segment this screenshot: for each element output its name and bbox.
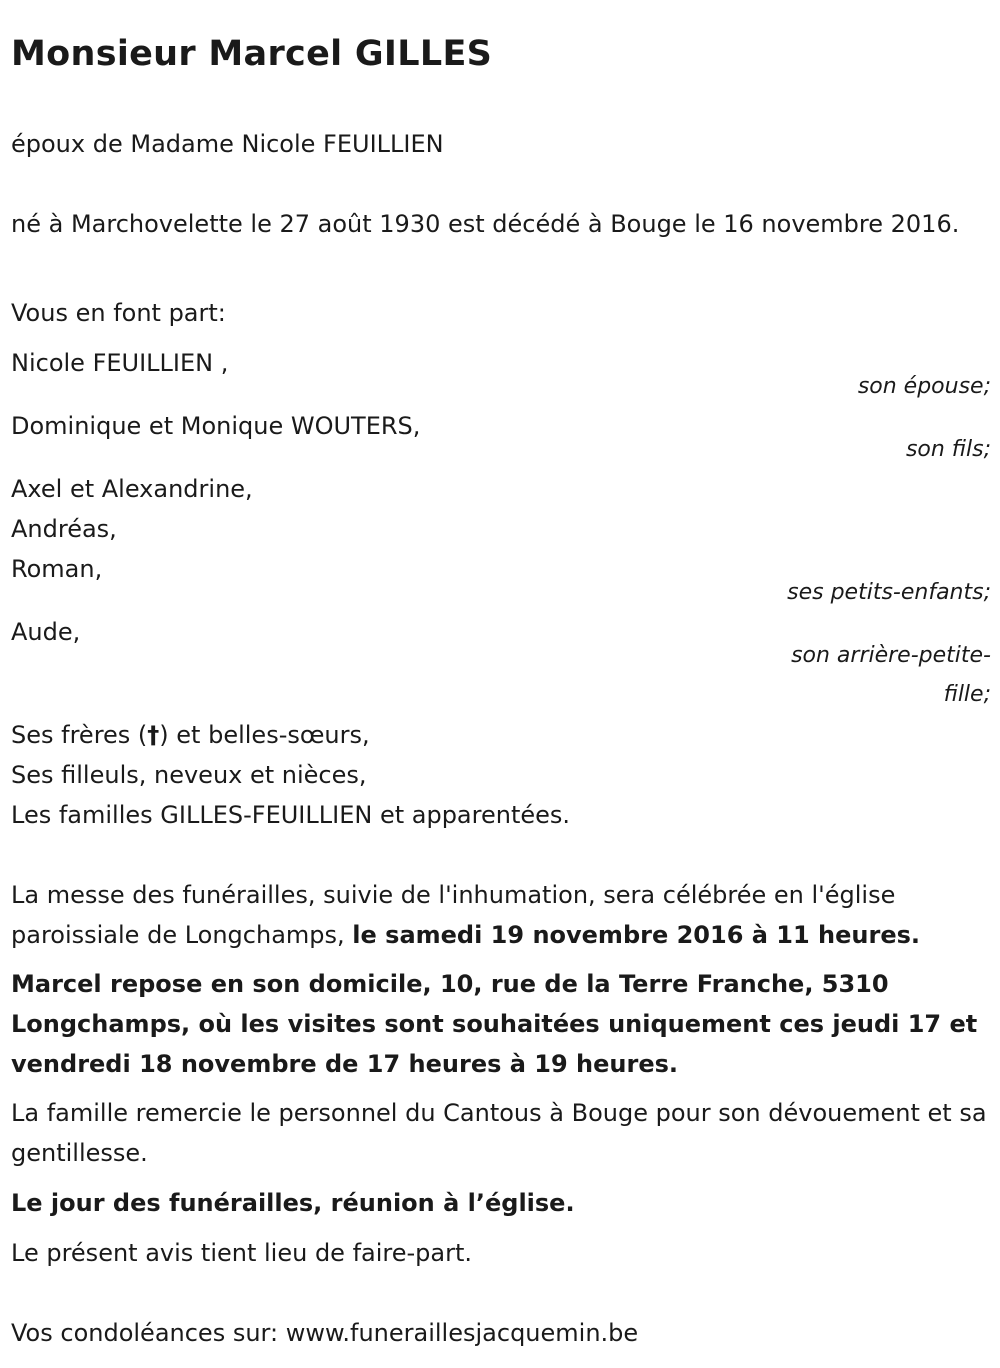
wife-name: Nicole FEUILLIEN , <box>11 349 229 377</box>
birth-death-text: né à Marchovelette le 27 août 1930 est décédé à Bouge le 16 novembre 2016. <box>11 210 960 238</box>
visitation-paragraph: Marcel repose en son domicile, 10, rue de la Terre Franche, 5310 Longchamps, où les visites sont souhaitées uniquement ces jeudi 17 et vendredi 18 novembre de 17 heures à 19 heures. <box>11 970 978 1078</box>
meeting-notice: Le jour des funérailles, réunion à l’église. <box>11 1189 575 1217</box>
ceremony-paragraph <box>11 875 991 955</box>
wife-role: son épouse; <box>857 374 991 399</box>
brothers-line <box>11 715 370 755</box>
great-grandchild-name: Aude, <box>11 618 81 646</box>
great-grandchild-role: son arrière-petite- <box>791 643 991 668</box>
grandchild-name: Andréas, <box>11 515 117 543</box>
announcement-intro: Vous en font part: <box>11 299 226 327</box>
notice-note: Le présent avis tient lieu de faire-part. <box>11 1239 473 1267</box>
grandchild-name: Roman, <box>11 555 103 583</box>
son-role: son fils; <box>905 437 991 462</box>
spouse-line: époux de Madame Nicole FEUILLIEN <box>11 130 444 158</box>
condolences-line: Vos condoléances sur: www.funeraillesjacquemin.be <box>11 1319 639 1347</box>
families-line: Les familles GILLES-FEUILLIEN et apparentées. <box>11 801 571 829</box>
page-title: Monsieur Marcel GILLES <box>11 34 493 74</box>
grandchild-name: Axel et Alexandrine, <box>11 475 253 503</box>
great-grandchild-role-cont: fille; <box>943 682 991 707</box>
ceremony-text: La messe des funérailles, suivie de l'inhumation, sera célébrée en l'église paroissiale de Longchamps, <box>11 881 896 949</box>
son-name: Dominique et Monique WOUTERS, <box>11 412 421 440</box>
grandchildren-role: ses petits-enfants; <box>787 580 991 605</box>
brothers-text-after: ) et belles-sœurs, <box>159 721 370 749</box>
godchildren-line: Ses filleuls, neveux et nièces, <box>11 761 367 789</box>
ceremony-date: le samedi 19 novembre 2016 à 11 heures. <box>352 921 921 949</box>
cross-icon: † <box>147 721 160 749</box>
brothers-text-before: Ses frères ( <box>11 721 148 749</box>
thanks-paragraph: La famille remercie le personnel du Cantous à Bouge pour son dévouement et sa gentillesse. <box>11 1099 987 1167</box>
